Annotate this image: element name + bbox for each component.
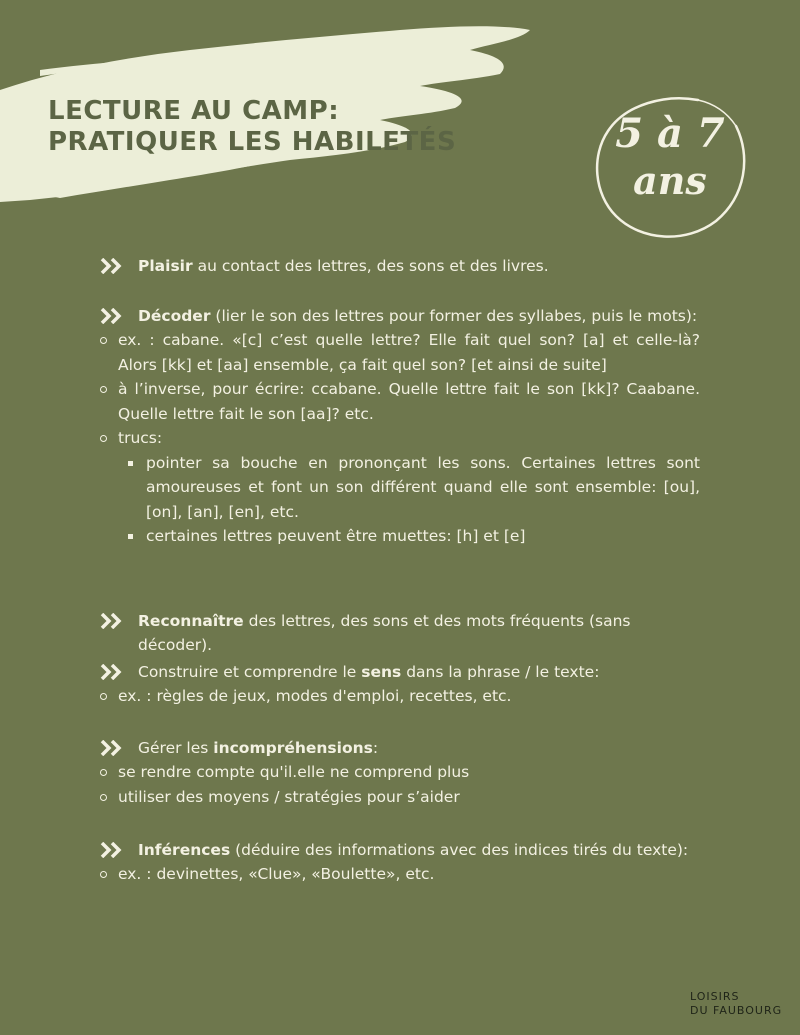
list-item [100,609,700,657]
item-rest: : [372,739,379,757]
double-chevron-icon [100,613,128,629]
item-keyword: sens [361,663,402,681]
item-rest: (lier le son des lettres pour former des syllabes, puis le mots): [210,307,698,325]
sub-item: utiliser des moyens / stratégies pour s’aider [100,785,700,810]
age-badge-line-1: 5 à 7 [615,110,725,157]
list-item [100,254,700,278]
double-chevron-icon [100,842,128,858]
logo-line-1: LOISIRS [690,990,740,1003]
page-title [48,96,456,158]
item-keyword: incompréhensions [213,739,373,757]
item-keyword: Décoder [138,307,211,325]
item-rest: (déduire des informations avec des indices tirés du texte): [230,841,689,859]
item-text [138,609,700,657]
sub-item: ex. : règles de jeux, modes d'emploi, recettes, etc. [100,684,700,709]
sub-sub-item: pointer sa bouche en prononçant les sons. Certaines lettres sont amoureuses et font un son différent quand elle sont ensemble: [ou], [on], [an], [en], etc. [128,451,700,525]
sub-list [26,862,700,887]
sub-list [26,328,700,451]
logo-line-2: DU FAUBOURG [690,1004,783,1017]
double-chevron-icon [100,664,128,680]
title-line-2: PRATIQUER LES HABILETÉS [48,127,457,157]
sub-sub-item: certaines lettres peuvent être muettes: [h] et [e] [128,524,700,549]
sub-item: trucs: [100,426,700,451]
item-text [138,838,700,862]
logo [690,990,790,1030]
list-item [100,838,700,887]
sub-sub-list [100,451,700,549]
sub-list [26,684,700,709]
item-rest: dans la phrase / le texte: [401,663,600,681]
title-line-1: LECTURE AU CAMP: [48,96,340,126]
list-item [100,304,700,549]
sub-item: à l’inverse, pour écrire: ccabane. Quelle lettre fait le son [kk]? Caabane. Quelle lettre fait le son [aa]? etc. [100,377,700,426]
sub-item: ex. : devinettes, «Clue», «Boulette», etc. [100,862,700,887]
item-pre: Construire et comprendre le [138,663,362,681]
double-chevron-icon [100,308,128,324]
list-item [100,736,700,809]
item-text [138,304,700,328]
item-keyword: Reconnaître [138,612,244,630]
item-text [138,254,700,278]
item-text [138,736,700,760]
item-keyword: Plaisir [138,257,193,275]
item-keyword: Inférences [138,841,231,859]
item-rest: des lettres, des sons et des mots fréquents (sans décoder). [138,612,631,654]
double-chevron-icon [100,740,128,756]
item-pre: Gérer les [138,739,214,757]
item-rest: au contact des lettres, des sons et des livres. [192,257,549,275]
item-text [138,660,700,684]
sub-list [26,760,700,809]
list-item [100,660,700,709]
double-chevron-icon [100,258,128,274]
age-badge-line-2: ans [633,158,707,203]
sub-item: se rendre compte qu'il.elle ne comprend plus [100,760,700,785]
sub-item: ex. : cabane. «[c] c’est quelle lettre? Elle fait quel son? [a] et celle-là? Alors [kk] et [aa] ensemble, ça fait quel son? [et ainsi de suite] [100,328,700,377]
